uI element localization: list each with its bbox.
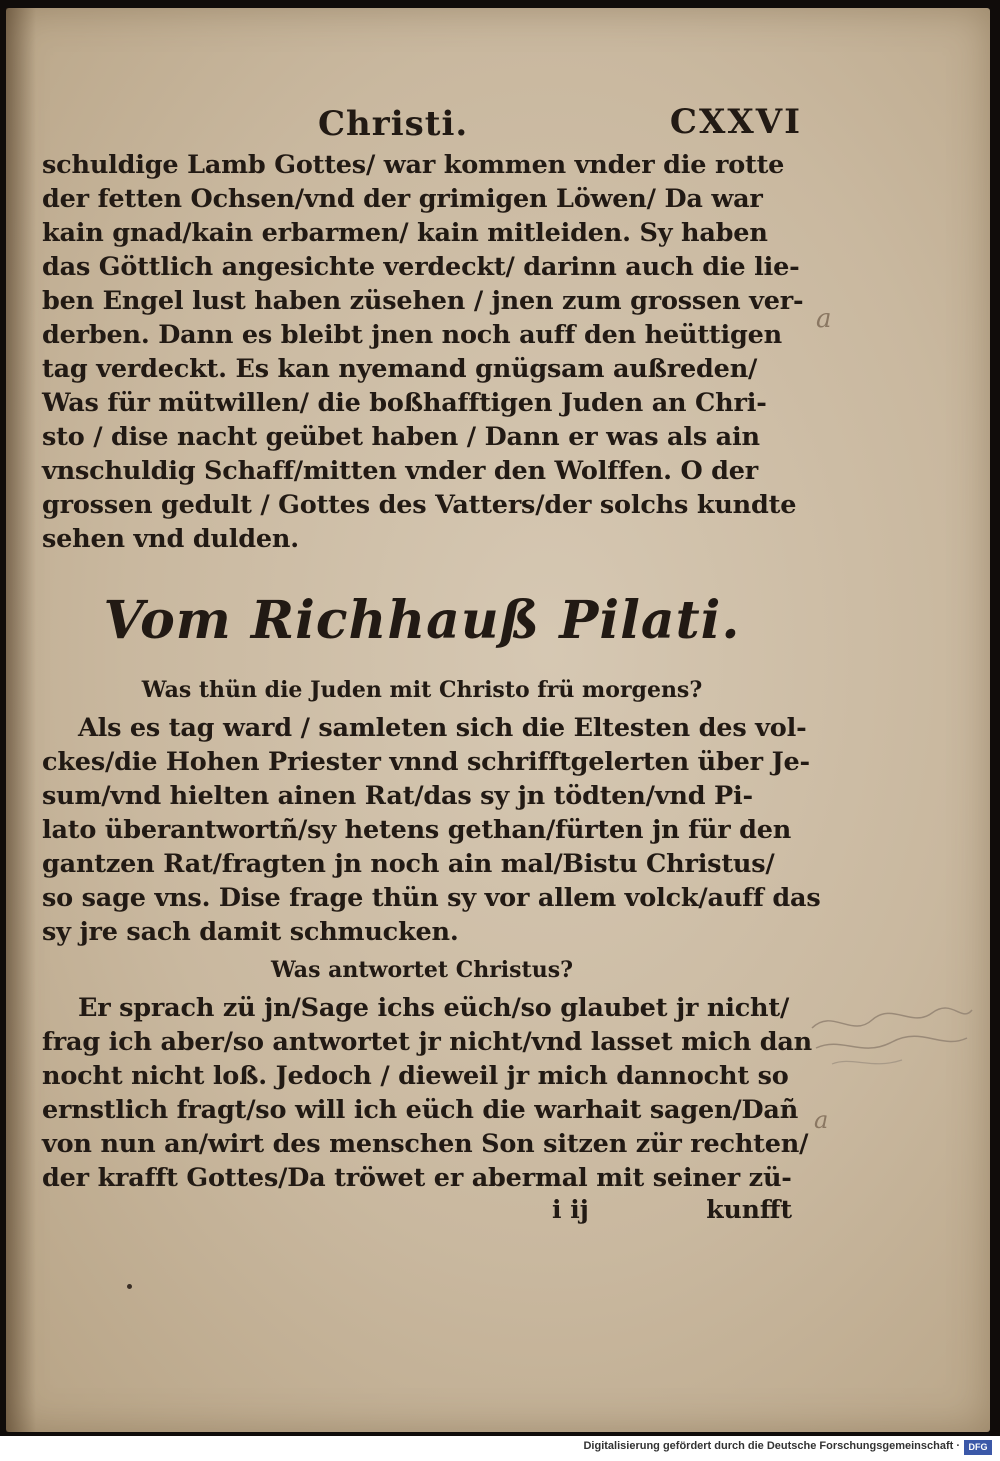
text-line: sy jre sach damit schmucken. bbox=[42, 917, 459, 947]
text-line: sehen vnd dulden. bbox=[42, 524, 299, 554]
text-line: ben Engel lust haben züsehen / jnen zum grossen ver- bbox=[42, 286, 804, 316]
ink-spot bbox=[127, 1284, 132, 1289]
text-line: sum/vnd hielten ainen Rat/das sy jn tödten/vnd Pi- bbox=[42, 781, 753, 811]
text-line: der fetten Ochsen/vnd der grimigen Löwen/ Da war bbox=[42, 184, 763, 214]
margin-note-a: a bbox=[814, 1106, 829, 1134]
text-line: ckes/die Hohen Priester vnnd schrifftgelerten über Je- bbox=[42, 747, 810, 777]
paragraph-3 bbox=[42, 991, 813, 1195]
section-title: Vom Richhauß Pilati. bbox=[103, 590, 741, 651]
spine-shadow bbox=[6, 8, 36, 1432]
text-line: ernstlich fragt/so will ich eüch die warhait sagen/Dañ bbox=[42, 1095, 799, 1125]
text-line: frag ich aber/so antwortet jr nicht/vnd lasset mich dan bbox=[42, 1027, 813, 1057]
text-line: nocht nicht loß. Jedoch / dieweil jr mich dannocht so bbox=[42, 1061, 789, 1091]
question-heading-2: Was antwortet Christus? bbox=[271, 957, 573, 983]
running-head: Christi. bbox=[318, 104, 469, 144]
digitization-credit: Digitalisierung gefördert durch die Deutsche Forschungsgemeinschaft · bbox=[583, 1440, 960, 1452]
text-line: das Göttlich angesichte verdeckt/ darinn auch die lie- bbox=[42, 252, 800, 282]
question-heading-1: Was thün die Juden mit Christo frü morgens? bbox=[141, 677, 703, 703]
margin-note-a: a bbox=[816, 304, 832, 334]
text-line: tag verdeckt. Es kan nyemand gnügsam außreden/ bbox=[42, 354, 758, 384]
text-line: sto / dise nacht geübet haben / Dann er was als ain bbox=[42, 422, 760, 452]
dfg-logo: DFG bbox=[964, 1440, 992, 1455]
catchword: kunfft bbox=[706, 1195, 792, 1224]
paragraph-1 bbox=[42, 148, 802, 556]
text-line: gantzen Rat/fragten jn noch ain mal/Bistu Christus/ bbox=[42, 849, 775, 879]
paragraph-2 bbox=[42, 711, 821, 949]
text-line: vnschuldig Schaff/mitten vnder den Wolffen. O der bbox=[42, 456, 759, 486]
footer-strip bbox=[0, 1436, 1000, 1461]
text-line: so sage vns. Dise frage thün sy vor allem volck/auff das bbox=[42, 883, 821, 913]
text-line: der krafft Gottes/Da tröwet er abermal mit seiner zü- bbox=[42, 1163, 792, 1193]
text-line: derben. Dann es bleibt jnen noch auff den heüttigen bbox=[42, 320, 782, 350]
text-line: von nun an/wirt des menschen Son sitzen zür rechten/ bbox=[42, 1129, 809, 1159]
marginal-scribble bbox=[802, 998, 982, 1078]
text-line: Als es tag ward / samleten sich die Eltesten des vol- bbox=[78, 713, 807, 743]
folio-number: CXXVI bbox=[669, 102, 802, 142]
text-block bbox=[42, 102, 821, 1229]
text-line: kain gnad/kain erbarmen/ kain mitleiden. Sy haben bbox=[42, 218, 768, 248]
page-header bbox=[42, 102, 802, 148]
text-line: grossen gedult / Gottes des Vatters/der solchs kundte bbox=[42, 490, 797, 520]
text-line: schuldige Lamb Gottes/ war kommen vnder die rotte bbox=[42, 150, 785, 180]
text-line: Er sprach zü jn/Sage ichs eüch/so glaubet jr nicht/ bbox=[78, 993, 790, 1023]
signature-mark: i ij bbox=[552, 1195, 589, 1224]
text-line: lato überantwortñ/sy hetens gethan/fürten jn für den bbox=[42, 815, 792, 845]
signature-line bbox=[42, 1195, 802, 1229]
text-line: Was für mütwillen/ die boßhafftigen Juden an Chri- bbox=[42, 388, 767, 418]
book-page bbox=[6, 8, 990, 1432]
